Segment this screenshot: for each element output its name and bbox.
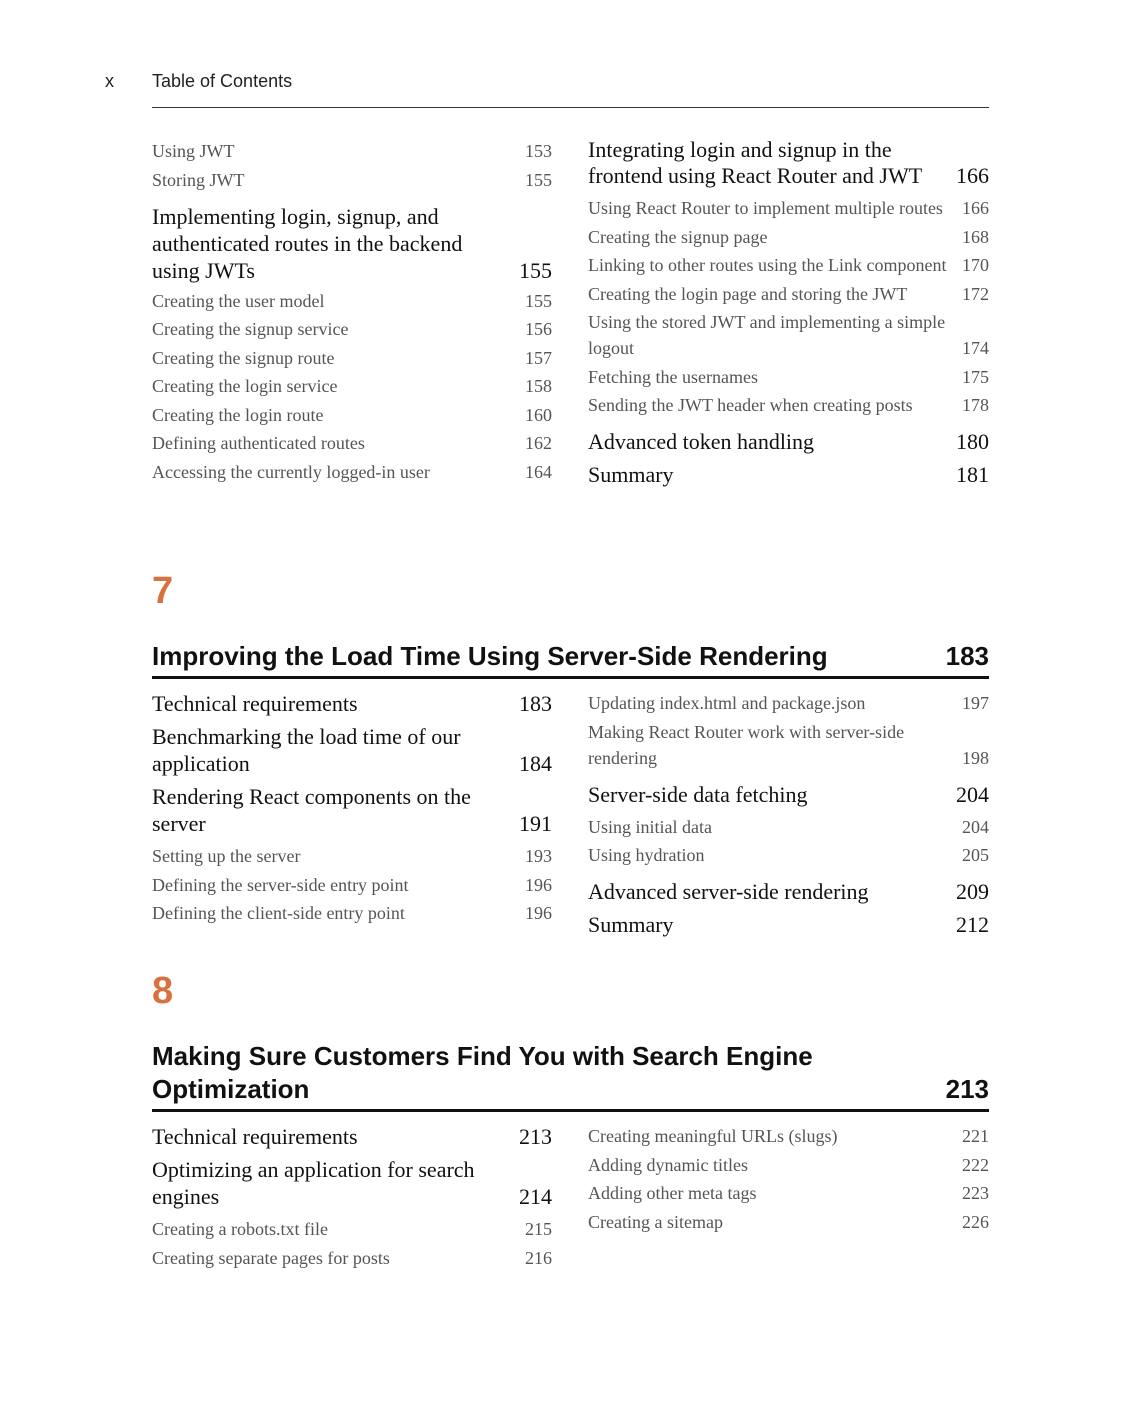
toc-section[interactable] [588, 461, 989, 488]
toc-subsection[interactable] [152, 167, 552, 193]
ch8-left-column [152, 1123, 552, 1273]
toc-subsection[interactable] [588, 281, 989, 307]
toc-subsection[interactable] [588, 690, 989, 716]
toc-section-title: Optimizing an application for search engines [152, 1157, 475, 1209]
toc-subsection-page: 197 [962, 693, 989, 713]
ch7-right-column [588, 690, 989, 944]
toc-subsection[interactable] [152, 872, 552, 898]
toc-subsection[interactable] [588, 224, 989, 250]
chapter-title-line-2: Optimization [152, 1074, 310, 1104]
toc-subsection-page: 215 [525, 1219, 552, 1239]
chapter-title-page: 213 [945, 1074, 989, 1104]
toc-subsection-page: 223 [962, 1183, 989, 1203]
toc-subsection-title: Creating the user model [152, 290, 325, 311]
toc-subsection-page: 216 [525, 1247, 552, 1268]
toc-subsection[interactable] [152, 1245, 552, 1271]
toc-subsection[interactable] [152, 430, 552, 456]
toc-subsection[interactable] [588, 392, 989, 418]
toc-section-page: 181 [956, 462, 989, 487]
toc-subsection-title: Sending the JWT header when creating posts [588, 395, 913, 415]
toc-section-title: Benchmarking the load time of our application [152, 724, 461, 776]
toc-subsection-title: Creating separate pages for posts [152, 1247, 390, 1268]
chapter-number: 7 [152, 570, 174, 612]
toc-subsection-title: Adding other meta tags [588, 1183, 757, 1203]
toc-subsection-title: Using hydration [588, 845, 705, 865]
toc-subsection-title: Creating the signup route [152, 347, 335, 368]
toc-subsection-page: 196 [525, 903, 552, 923]
toc-subsection[interactable] [588, 195, 989, 221]
chapter-title-line-1: Making Sure Customers Find You with Search Engine [152, 1041, 813, 1071]
toc-section-title: Integrating login and signup in the frontend using React Router and JWT [588, 137, 923, 188]
toc-subsection-page: 155 [525, 290, 552, 311]
toc-subsection-page: 178 [962, 395, 989, 415]
toc-subsection-title: Defining the server-side entry point [152, 874, 409, 895]
toc-subsection-page: 160 [525, 404, 552, 425]
toc-subsection[interactable] [152, 138, 552, 164]
toc-section-page: 213 [519, 1124, 552, 1149]
toc-subsection-page: 226 [962, 1211, 989, 1232]
toc-subsection-page: 153 [525, 141, 552, 161]
toc-subsection-page: 172 [962, 283, 989, 304]
toc-section-title: Advanced token handling [588, 429, 815, 454]
toc-section[interactable] [152, 1123, 552, 1150]
toc-subsection[interactable] [588, 719, 989, 771]
toc-subsection-page: 155 [525, 169, 552, 190]
toc-subsection-page: 221 [962, 1126, 989, 1146]
toc-subsection-title: Creating meaningful URLs (slugs) [588, 1126, 838, 1146]
toc-section-title: Rendering React components on the server [152, 784, 471, 836]
toc-section-page: 184 [519, 751, 552, 776]
chapter-title[interactable] [152, 640, 989, 679]
toc-section-page: 183 [519, 691, 552, 716]
toc-subsection[interactable] [588, 1209, 989, 1235]
toc-subsection-page: 198 [962, 747, 989, 768]
toc-subsection-page: 175 [962, 366, 989, 387]
toc-subsection-title: Creating a sitemap [588, 1211, 723, 1232]
toc-subsection-page: 157 [525, 347, 552, 368]
ch7-left-column [152, 690, 552, 929]
toc-subsection-page: 164 [525, 461, 552, 482]
toc-subsection-title: Using React Router to implement multiple routes [588, 198, 943, 218]
toc-subsection[interactable] [152, 373, 552, 399]
toc-subsection-title: Creating the login page and storing the JWT [588, 283, 908, 304]
toc-section[interactable] [588, 911, 989, 938]
toc-subsection-title: Creating the signup page [588, 226, 768, 247]
toc-subsection-title: Creating the login route [152, 404, 324, 425]
toc-section-title: Technical requirements [152, 691, 358, 716]
toc-subsection[interactable] [152, 843, 552, 869]
toc-subsection-title: Using initial data [588, 816, 712, 837]
toc-subsection-page: 158 [525, 376, 552, 396]
toc-subsection-page: 204 [962, 816, 989, 837]
toc-subsection[interactable] [588, 364, 989, 390]
toc-section[interactable] [152, 690, 552, 717]
toc-section-page: 166 [956, 163, 989, 188]
toc-subsection[interactable] [588, 1123, 989, 1149]
toc-subsection[interactable] [588, 309, 989, 361]
top-right-column [588, 137, 989, 494]
toc-subsection[interactable] [152, 402, 552, 428]
toc-section-page: 191 [519, 811, 552, 836]
top-left-column [152, 138, 552, 487]
toc-section[interactable] [588, 428, 989, 455]
toc-subsection-page: 174 [962, 338, 989, 358]
toc-section-title: Advanced server-side rendering [588, 879, 869, 904]
toc-subsection-title: Creating the login service [152, 376, 338, 396]
toc-section-page: 212 [956, 912, 989, 937]
toc-subsection-page: 166 [962, 198, 989, 218]
toc-section-page: 209 [956, 879, 989, 904]
toc-subsection-title: Linking to other routes using the Link component [588, 255, 947, 275]
toc-subsection[interactable] [152, 288, 552, 314]
chapter-title-text: Improving the Load Time Using Server-Side Rendering [152, 641, 828, 671]
toc-subsection[interactable] [152, 1216, 552, 1242]
toc-subsection-title: Using JWT [152, 141, 235, 161]
toc-subsection-page: 162 [525, 433, 552, 453]
toc-subsection[interactable] [588, 814, 989, 840]
toc-section[interactable] [152, 203, 552, 284]
toc-subsection-title: Fetching the usernames [588, 366, 758, 387]
chapter-title-text [152, 1040, 813, 1106]
toc-subsection-title: Adding dynamic titles [588, 1154, 748, 1175]
toc-subsection-page: 170 [962, 255, 989, 275]
toc-section-page: 214 [519, 1184, 552, 1209]
chapter-number: 8 [152, 970, 174, 1012]
toc-subsection[interactable] [588, 842, 989, 868]
running-title: Table of Contents [152, 71, 293, 91]
toc-subsection-title: Using the stored JWT and implementing a simple logout [588, 312, 946, 358]
toc-section[interactable] [152, 1156, 552, 1210]
toc-subsection-page: 193 [525, 846, 552, 866]
chapter-title[interactable] [152, 1040, 989, 1112]
toc-section[interactable] [588, 137, 989, 189]
toc-subsection-title: Defining authenticated routes [152, 433, 365, 453]
toc-subsection[interactable] [152, 459, 552, 485]
toc-subsection-page: 222 [962, 1154, 989, 1175]
toc-subsection[interactable] [152, 316, 552, 342]
toc-subsection[interactable] [588, 1180, 989, 1206]
toc-subsection-title: Defining the client-side entry point [152, 903, 405, 923]
toc-subsection[interactable] [152, 900, 552, 926]
toc-subsection-title: Accessing the currently logged-in user [152, 461, 430, 482]
toc-section[interactable] [152, 783, 552, 837]
toc-subsection[interactable] [588, 1152, 989, 1178]
toc-section-page: 204 [956, 781, 989, 807]
ch8-right-column [588, 1123, 989, 1237]
toc-subsection-title: Making React Router work with server-side rendering [588, 721, 905, 768]
toc-subsection[interactable] [588, 252, 989, 278]
toc-subsection-title: Creating a robots.txt file [152, 1219, 328, 1239]
toc-subsection-title: Setting up the server [152, 846, 301, 866]
toc-subsection-page: 168 [962, 226, 989, 247]
toc-subsection-title: Storing JWT [152, 169, 245, 190]
toc-subsection-title: Updating index.html and package.json [588, 693, 866, 713]
toc-section[interactable] [152, 723, 552, 777]
header-rule [152, 107, 989, 108]
toc-section-page: 180 [956, 429, 989, 454]
chapter-title-page: 183 [945, 641, 989, 671]
toc-subsection-title: Creating the signup service [152, 319, 349, 339]
toc-section-title: Summary [588, 462, 674, 487]
toc-subsection-page: 205 [962, 845, 989, 865]
toc-subsection-page: 196 [525, 874, 552, 895]
toc-section-title: Server-side data fetching [588, 781, 808, 807]
toc-section-page: 155 [519, 257, 552, 283]
toc-section-title: Technical requirements [152, 1124, 358, 1149]
toc-section-title: Implementing login, signup, and authenticated routes in the backend using JWTs [152, 203, 463, 283]
page-number: x [105, 71, 114, 91]
toc-section[interactable] [588, 781, 989, 808]
toc-subsection[interactable] [152, 345, 552, 371]
toc-section[interactable] [588, 878, 989, 905]
toc-section-title: Summary [588, 912, 674, 937]
toc-subsection-page: 156 [525, 319, 552, 339]
